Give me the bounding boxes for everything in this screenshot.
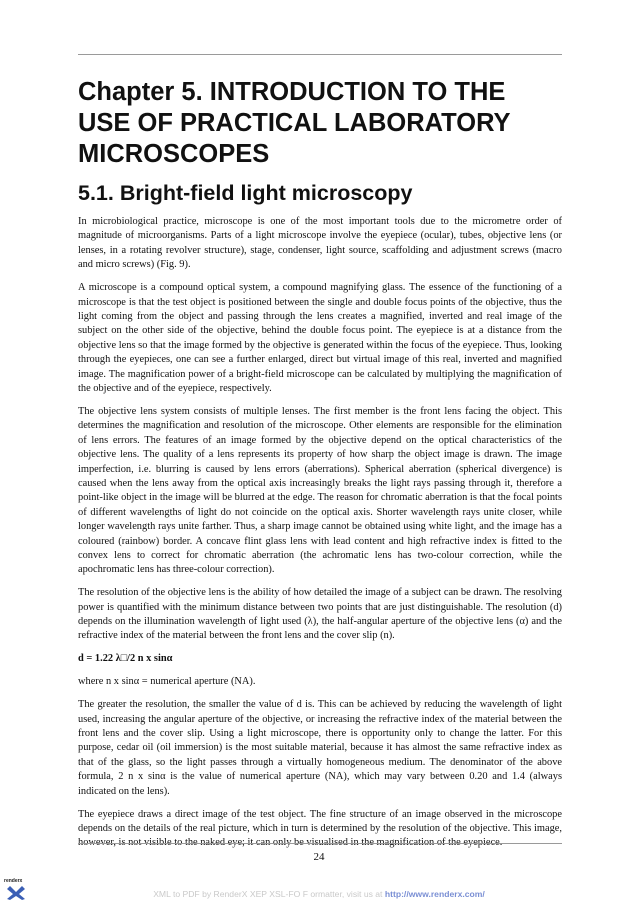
section-title: 5.1. Bright-field light microscopy [78, 181, 413, 205]
formula-note: where n x sinα = numerical aperture (NA). [78, 676, 256, 688]
header-rule [78, 54, 562, 55]
renderx-link[interactable]: http://www.renderx.com/ [384, 889, 485, 899]
page-number: 24 [313, 851, 325, 863]
renderx-logo-text: renderx [4, 878, 23, 884]
footer-rule [78, 843, 562, 844]
resolution-formula: d = 1.22 λ□/2 n x sinα [78, 653, 173, 665]
paragraph: In microbiological practice, microscope is one of the most important tools due to the micrometre order of magnitude of microorganisms. Parts of a light microscope involve the eyepiece (ocular), tubes, objective lens (or lenses, in a rotating revolver structure), stage, condenser, light source, scaffolding and adjustment screws (macro and micro screws) (Fig. 9). [78, 216, 562, 271]
paragraph: A microscope is a compound optical system, a compound magnifying glass. The essence of the functioning of a microscope is that the test object is positioned between the single and double focus points of the objective, thus the light coming from the object and passing through the lens creates a magnified, inverted and real image of the subject on the other side of the objective, behind the double focus point. The eyepiece is at a distance from the objective lens so that the image formed by the objective is generated within the focus of the eyepiece. Thus, looking through the eyepieces, one can see a further enlarged, direct but virtual image of this real, inverted and magnified image. The magnification power of a bright-field microscope can be calculated by multiplying the magnification of the objective and of the eyepiece, respectively. [78, 282, 562, 394]
paragraph: The objective lens system consists of multiple lenses. The first member is the front lens facing the object. This determines the magnification and resolution of the microscope. Other elements are responsible for the elimination of lens errors. The features of an image formed by the objective depend on the optical characteristics of the objective lens. The quality of a lens represents its property of how sharp the object image is drawn. The image imperfection, i.e. blurring is caused by lens errors (aberrations). Spherical aberration (spherical divergence) is caused when the lens away from the optical axis increasingly breaks the light rays passing through it, therefore a point-like object in the image will be blurred at the edge. The reason for chromatic aberration is that the focal points of different wavelengths of light do not coincide on the optical axis. Shorter wavelength rays unite closer, while longer wavelength rays unite farther. Thus, a sharp image cannot be obtained using white light, and the image has a coloured (rainbow) border. A concave flint glass lens with lead content and high refractive index is fitted to the convex lens to correct for chromatic aberration (the achromatic lens has two-colour correction, while the apochromatic lens has three-colour correction). [78, 405, 562, 576]
chapter-title: Chapter 5. INTRODUCTION TO THE USE OF PRACTICAL LABORATORY MICROSCOPES [78, 78, 511, 168]
paragraph: The greater the resolution, the smaller the value of d is. This can be achieved by reducing the wavelength of light used, increasing the angular aperture of the objective, or increasing the refractive index of the material between the front lens and the cover slip. Using a light microscope, there is opportunity only to change the latter. For this purpose, cedar oil (oil immersion) is the most suitable material, because it has almost the same refractive index as that of the glass, so the light passes through a virtually homogeneous medium. The denominator of the above formula, 2 n x sinα is the value of numerical aperture (NA), which may vary between 0.20 and 1.4 (always indicated on the lens). [78, 699, 562, 797]
paragraph: The eyepiece draws a direct image of the test object. The fine structure of an image observed in the microscope depends on the details of the real picture, which in turn is determined by the resolution of the objective. This image, however, is not visible to the naked eye; it can only be visualised in the magnification of the eyepiece. [78, 808, 562, 849]
watermark [0, 889, 638, 900]
paragraph: The resolution of the objective lens is the ability of how detailed the image of a subject can be drawn. The resolving power is quantified with the minimum distance between two points that are just distinguishable. The resolution (d) depends on the illumination wavelength of light used (λ), the half-angular aperture of the objective lens (α) and the refractive index of the material between the front lens and the cover slip (n). [78, 587, 562, 642]
body-text [78, 215, 562, 859]
watermark-text: XML to PDF by RenderX XEP XSL-FO F ormatter, visit us at [153, 889, 385, 899]
